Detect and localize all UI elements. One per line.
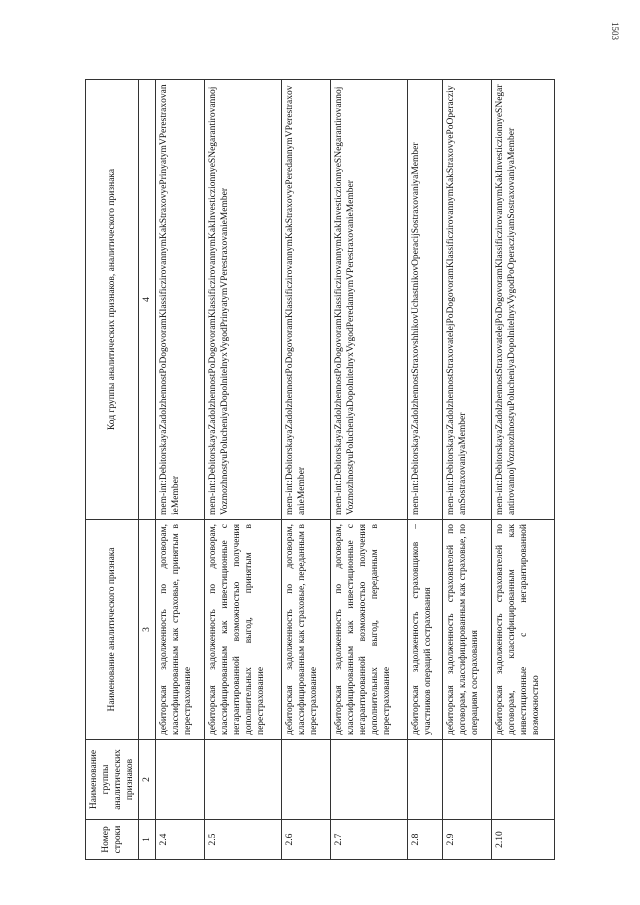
header-code: Код группы аналитических признаков, аналитического признака xyxy=(86,80,139,520)
column-number: 3 xyxy=(139,520,156,740)
table-row xyxy=(491,80,554,860)
column-number: 2 xyxy=(139,740,156,820)
table-row xyxy=(156,80,205,860)
page-number: 1503 xyxy=(610,22,620,40)
row-code: mem-int:DebitorskayaZadolzhennostPoDogovoramKlassificzirovannymKakStraxovyePeredannymVPerestraxovanieMember xyxy=(282,80,331,520)
row-number: 2.4 xyxy=(156,820,205,860)
row-group xyxy=(156,740,205,820)
header-row xyxy=(86,80,139,860)
row-number: 2.9 xyxy=(443,820,492,860)
row-group xyxy=(204,740,281,820)
row-code: mem-int:DebitorskayaZadolzhennostPoDogovoramKlassificzirovannymKakInvesticzionnyeSNegarantirovannojVozmozhnostyuPolucheniyaDopolnitelnyxVygodPrinyatymVPerestraxovanieMember xyxy=(204,80,281,520)
row-code: mem-int:DebitorskayaZadolzhennostPoDogovoramKlassificzirovannymKakInvesticzionnyeSNegarantirovannojVozmozhnostyuPolucheniyaDopolnitelnyxVygodPeredannymVPerestraxovanieMember xyxy=(331,80,408,520)
table-row xyxy=(408,80,443,860)
row-group xyxy=(408,740,443,820)
row-group xyxy=(282,740,331,820)
header-attribute-name: Наименование аналитического признака xyxy=(86,520,139,740)
column-number-row xyxy=(139,80,156,860)
row-attribute-name: дебиторская задолженность страхователей по договорам, классифицированным как страховые, по операциям сострахования xyxy=(443,520,492,740)
row-attribute-name: дебиторская задолженность страховщиков – участников операций сострахования xyxy=(408,520,443,740)
row-number: 2.6 xyxy=(282,820,331,860)
row-group xyxy=(443,740,492,820)
row-number: 2.5 xyxy=(204,820,281,860)
header-row-number: Номер строки xyxy=(86,820,139,860)
row-number: 2.10 xyxy=(491,820,554,860)
row-number: 2.7 xyxy=(331,820,408,860)
row-attribute-name: дебиторская задолженность по договорам, классифицированным как страховые, принятым в перестрахование xyxy=(156,520,205,740)
row-code: mem-int:DebitorskayaZadolzhennostPoDogovoramKlassificzirovannymKakStraxovyePrinyatymVPerestraxovanieMember xyxy=(156,80,205,520)
column-number: 4 xyxy=(139,80,156,520)
column-number: 1 xyxy=(139,820,156,860)
row-code: mem-int:DebitorskayaZadolzhennostStraxovshhikovUchastnikovOperacijSostraxovaniyaMember xyxy=(408,80,443,520)
table-row xyxy=(331,80,408,860)
table-row xyxy=(282,80,331,860)
row-attribute-name: дебиторская задолженность страхователей по договорам, классифицированным как инвестиционные с негарантированной возможностью xyxy=(491,520,554,740)
row-attribute-name: дебиторская задолженность по договорам, классифицированным как инвестиционные с негарантированной возможностью получения дополнительных выгод, переданным в перестрахование xyxy=(331,520,408,740)
row-code: mem-int:DebitorskayaZadolzhennostStraxovatelejPoDogovoramKlassificzirovannymKakInvesticzionnyeSNegarantirovannojVozmozhnostyuPolucheniyaDopolnitelnyxVygodPoOperacziyamSostraxovaniyaMember xyxy=(491,80,554,520)
row-attribute-name: дебиторская задолженность по договорам, классифицированным как инвестиционные с негарантированной возможностью получения дополнительных выгод, принятым в перестрахование xyxy=(204,520,281,740)
row-group xyxy=(331,740,408,820)
row-code: mem-int:DebitorskayaZadolzhennostStraxovatelejPoDogovoramKlassificzirovannymKakStraxovyePoOperacziyamSostraxovaniyaMember xyxy=(443,80,492,520)
table-row xyxy=(443,80,492,860)
table-row xyxy=(204,80,281,860)
row-number: 2.8 xyxy=(408,820,443,860)
header-group-name: Наименование группы аналитических признаков xyxy=(86,740,139,820)
row-group xyxy=(491,740,554,820)
document-table-sheet xyxy=(85,80,555,860)
row-attribute-name: дебиторская задолженность по договорам, классифицированным как страховые, переданным в перестрахование xyxy=(282,520,331,740)
analytic-attributes-table xyxy=(85,79,555,860)
